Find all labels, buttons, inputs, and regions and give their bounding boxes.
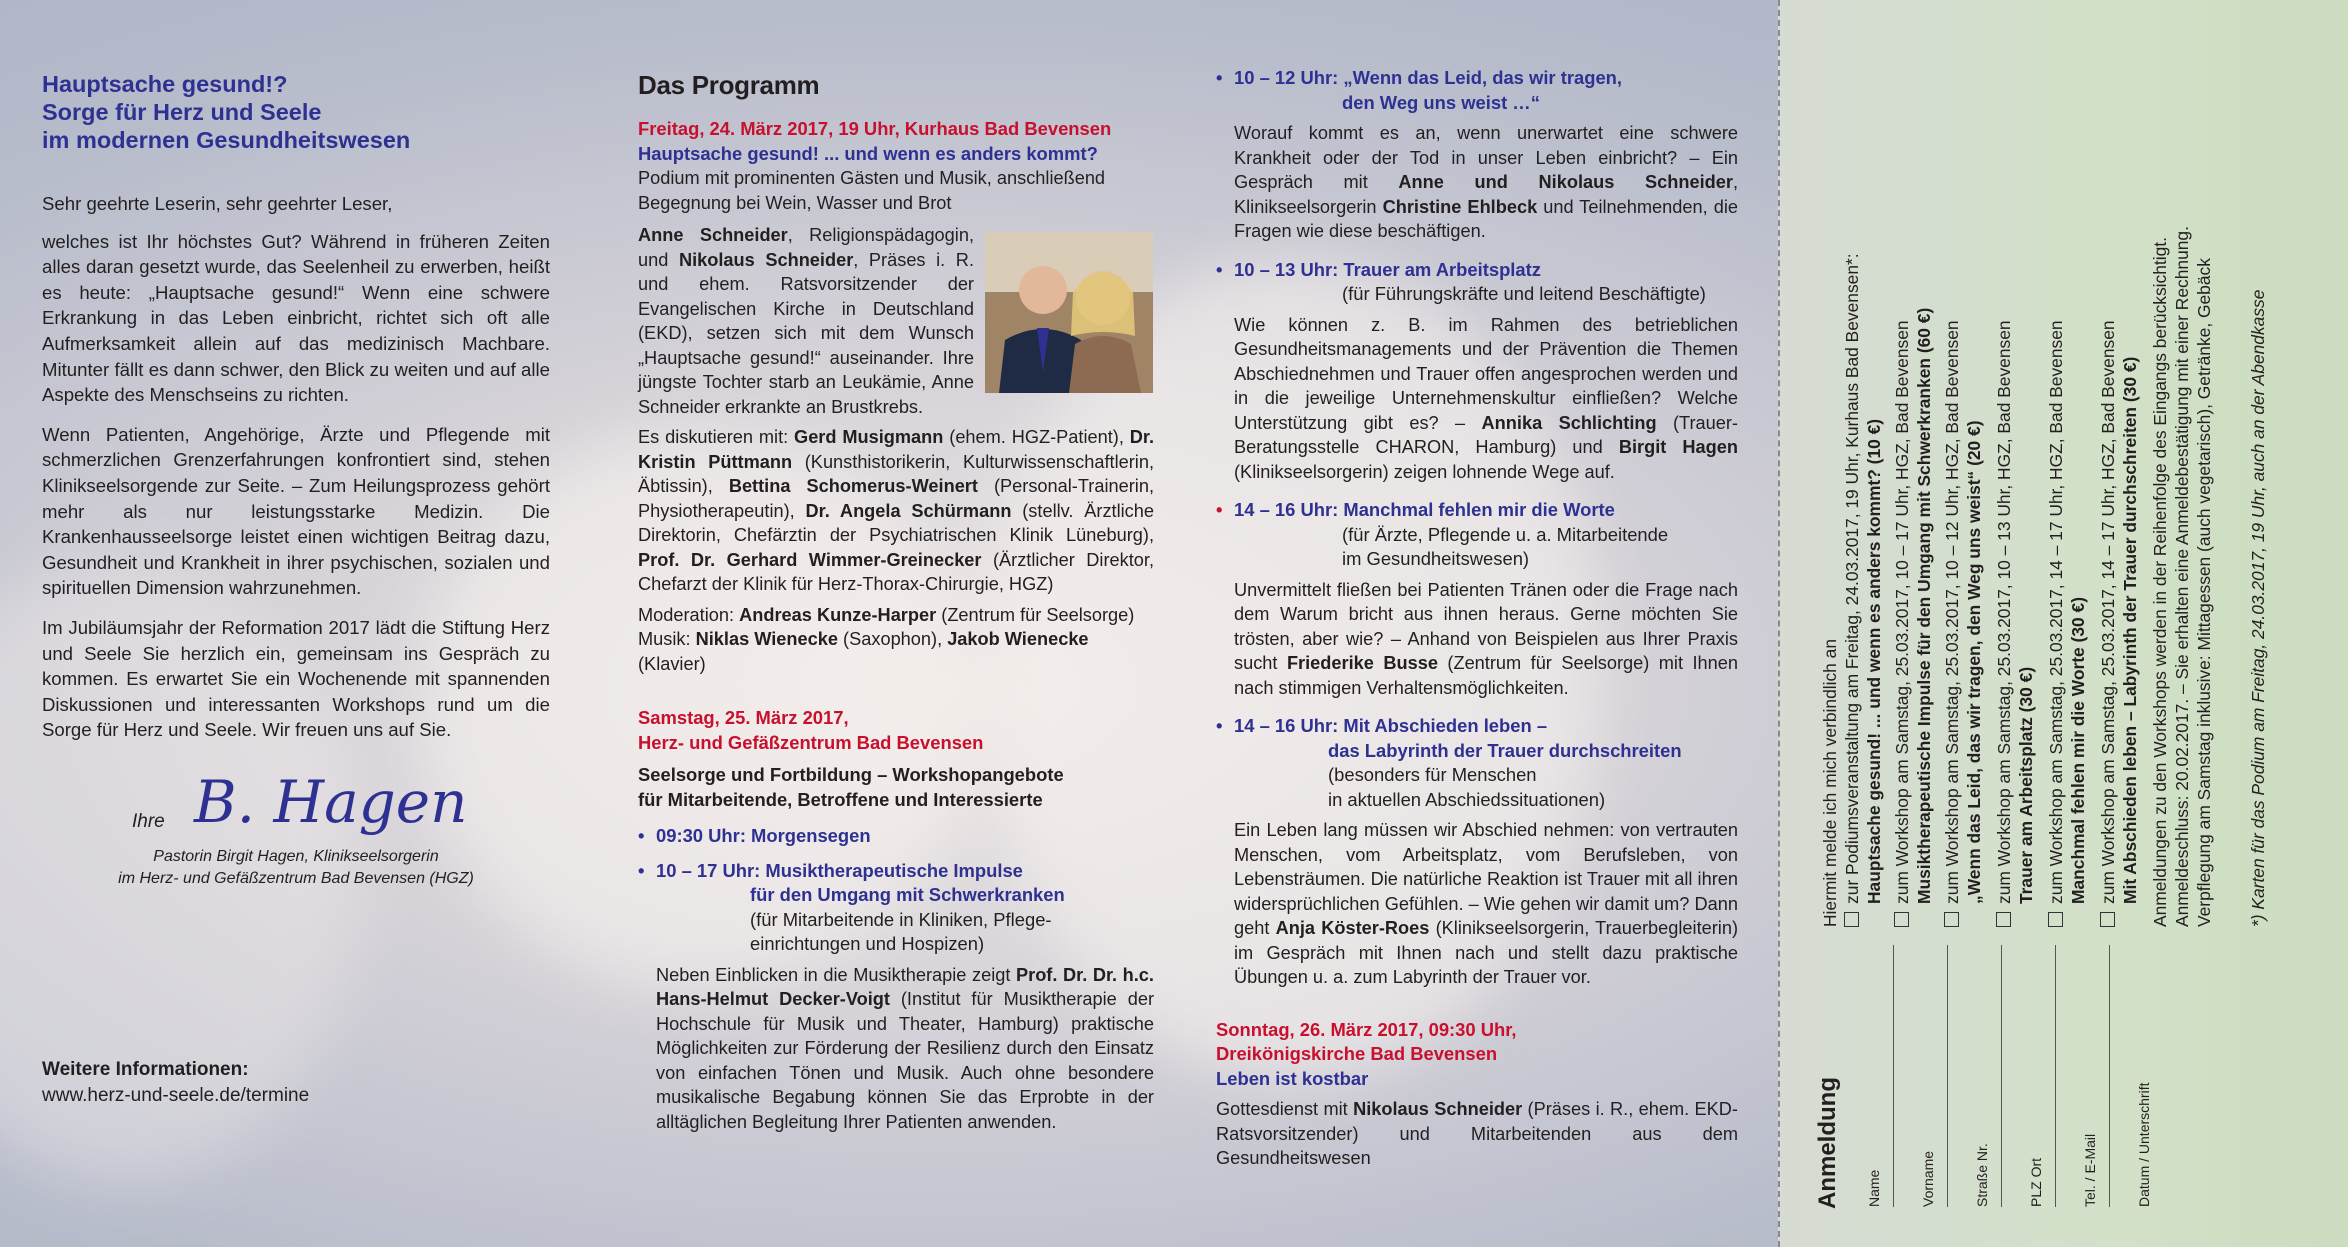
more-info-label: Weitere Informationen: xyxy=(42,1059,249,1080)
registration-title: Anmeldung xyxy=(1814,1077,1841,1209)
friday-hosts: Anne Schneider, Religionspädagogin, und Nikolaus Schneider, Präses i. R. und ehem. Ratsvorsitzender der Evangelischen Kirche in Deutschland (EKD), setzen sich mit dem Wunsch „Hauptsache gesund!“ auseinander. Ihre jüngste Tochter starb an Leukämie, Anne Schneider erkrankte an Brustkrebs. xyxy=(638,225,974,417)
signer-line-1: Pastorin Birgit Hagen, Klinikseelsorgerin xyxy=(153,848,439,865)
intro-paragraph-3: Im Jubiläumsjahr der Reformation 2017 lädt die Stiftung Herz und Seele Sie herzlich ein, gemeinsam ins Gespräch zu kommen. Es erwartet Sie ein Wochenende mit spannenden Diskussionen und interessanten Workshops rund um die Sorge für Herz und Seele. Wir freuen uns auf Sie. xyxy=(42,616,550,741)
checkbox-workshop-2[interactable] xyxy=(1944,912,1959,927)
program-column xyxy=(638,70,1154,1134)
field-contact-line[interactable] xyxy=(2109,945,2110,1207)
field-city-label: PLZ Ort xyxy=(2028,1157,2044,1207)
field-name-line[interactable] xyxy=(1893,945,1894,1207)
workshop2-title-2: den Weg uns weist …“ xyxy=(1342,91,1540,113)
workshop5-title-1: • 14 – 16 Uhr: Mit Abschieden leben – xyxy=(1216,714,1738,739)
checkbox-podium[interactable] xyxy=(1844,912,1859,927)
intro-column xyxy=(42,70,550,743)
field-signature-label: Datum / Unterschrift xyxy=(2136,1082,2152,1207)
intro-title-3: im modernen Gesundheitswesen xyxy=(42,127,411,153)
signature-name: B. Hagen xyxy=(194,770,468,836)
field-contact-label: Tel. / E-Mail xyxy=(2082,1133,2098,1207)
intro-title-2: Sorge für Herz und Seele xyxy=(42,99,322,125)
signer-line-2: im Herz- und Gefäßzentrum Bad Bevensen (HGZ) xyxy=(118,870,474,887)
intro-paragraph-1: welches ist Ihr höchstes Gut? Während in früheren Zeiten alles daran gesetzt wurde, das Seelenheil zu erwerben, heißt es heute: „Hauptsache gesund!“ Wenn eine schwere Erkrankung in das Leben einbricht, richtet sich oft alle Aufmerksamkeit allein auf das medizinisch Machbare. Mitunter fällt es dann schwer, den Blick zu weiten und auf alle Aspekte des Menschseins zu richten. xyxy=(42,230,550,406)
signature-image xyxy=(184,770,484,842)
note-2: Anmeldeschluss: 20.02.2017. – Sie erhalten eine Anmeldebestätigung mit einer Rechnung. xyxy=(2172,226,2192,927)
option-workshop-5-title: Mit Abschieden leben – Labyrinth der Trauer durchschreiten (30 €) xyxy=(2120,356,2140,904)
option-workshop-5[interactable]: zum Workshop am Samstag, 25.03.2017, 14 – 17 Uhr, HGZ, Bad Bevensen xyxy=(2098,320,2120,927)
sunday-date: Sonntag, 26. März 2017, 09:30 Uhr, xyxy=(1216,1018,1517,1040)
intro-title-1: Hauptsache gesund!? xyxy=(42,71,288,97)
sunday-text: Gottesdienst mit Nikolaus Schneider (Präses i. R., ehem. EKD-Ratsvorsitzender) und Mitarbeitenden aus dem Gesundheitswesen xyxy=(1216,1099,1738,1168)
friday-title: Hauptsache gesund! ... und wenn es anders kommt? xyxy=(638,142,1098,164)
cut-line xyxy=(1778,0,1780,1247)
workshop5-text: Ein Leben lang müssen wir Abschied nehmen: von vertrauten Menschen, vom Arbeitsplatz, vom Berufsleben, von Lebensträumen. Die natürliche Reaktion ist Trauer mit all ihren widersprüchlichen Gefühlen. – Wie gehen wir damit um? Dann geht Anja Köster-Roes (Klinikseelsorgerin, Trauerbegleiterin) im Gespräch mit Ihnen nach und stellt dazu praktische Übungen u. a. zum Labyrinth der Trauer vor. xyxy=(1234,820,1739,987)
option-workshop-2-title: „Wenn das Leid, das wir tragen, den Weg uns weist“ (20 €) xyxy=(1964,420,1984,904)
option-workshop-2[interactable]: zum Workshop am Samstag, 25.03.2017, 10 – 12 Uhr, HGZ, Bad Bevensen xyxy=(1942,320,1964,927)
program-column-2 xyxy=(1216,66,1738,1171)
option-workshop-1[interactable]: zum Workshop am Samstag, 25.03.2017, 10 – 17 Uhr, HGZ, Bad Bevensen xyxy=(1892,320,1914,927)
speakers-photo xyxy=(985,232,1153,393)
workshop1-text: Neben Einblicken in die Musiktherapie zeigt Prof. Dr. Dr. h.c. Hans-Helmut Decker-Voigt (Institut für Musiktherapie der Hochschule für Musik und Theater, Hamburg) praktische Möglichkeiten zur Förderung der Resilienz durch den Einsatz von einfachen Tönen und Musik. Auch ohne besondere musikalische Begabung können Sie das Erprobte in der alltäglichen Begleitung Ihrer Patienten anwenden. xyxy=(656,964,1155,1132)
workshop1-audience-1: (für Mitarbeitende in Kliniken, Pflege- xyxy=(750,908,1052,930)
field-vorname-line[interactable] xyxy=(1947,945,1948,1207)
friday-moderation: Moderation: Andreas Kunze-Harper (Zentrum für Seelsorge) xyxy=(638,604,1135,625)
workshop2-text: Worauf kommt es an, wenn unerwartet eine schwere Krankheit oder der Tod in unser Leben einbricht? – Ein Gespräch mit Anne und Nikolaus Schneider, Klinikseelsorgerin Christine Ehlbeck und Teilnehmenden, die Fragen wie diese beschäftigen. xyxy=(1234,123,1739,241)
option-workshop-1-title: Musiktherapeutische Impulse für den Umgang mit Schwerkranken (60 €) xyxy=(1914,307,1934,904)
field-vorname-label: Vorname xyxy=(1920,1150,1936,1207)
workshop3-audience: (für Führungskräfte und leitend Beschäftigte) xyxy=(1342,283,1706,304)
workshop1-audience-2: einrichtungen und Hospizen) xyxy=(750,933,985,954)
checkbox-workshop-3[interactable] xyxy=(1996,912,2011,927)
workshop4-text: Unvermittelt fließen bei Patienten Tränen oder die Frage nach dem Warum bricht aus ihnen heraus. Gerne möchten Sie trösten, aber wie? – Anhand von Beispielen aus Ihrer Praxis sucht Friederike Busse (Zentrum für Seelsorge) mit Ihnen nach stimmigen Verhaltensmöglichkeiten. xyxy=(1234,579,1738,698)
morning-blessing: • 09:30 Uhr: Morgensegen xyxy=(638,824,1154,849)
registration-form xyxy=(1800,0,2348,1247)
note-3: Verpflegung am Samstag inklusive: Mittagessen (auch vegetarisch), Getränke, Gebäck xyxy=(2194,258,2214,927)
field-city-line[interactable] xyxy=(2055,945,2056,1207)
workshop5-audience-2: in aktuellen Abschiedssituationen) xyxy=(1328,788,1606,810)
workshop2-title-1: • 10 – 12 Uhr: „Wenn das Leid, das wir tragen, xyxy=(1216,66,1738,91)
friday-discussants: Es diskutieren mit: Gerd Musigmann (ehem. HGZ-Patient), Dr. Kristin Püttmann (Kunsthistorikerin, Kulturwissenschaftlerin, Äbtissin), Bettina Schomerus-Weinert (Personal-Trainerin, Physiotherapeutin), Dr. Angela Schürmann (stellv. Ärztliche Direktorin, Chefärztin der Psychiatrischen Klinik Lüneburg), Prof. Dr. Gerhard Wimmer-Greinecker (Ärztlicher Direktor, Chefarzt der Klinik für Herz-Thorax-Chirurgie, HGZ) xyxy=(638,427,1155,594)
intro-paragraph-2: Wenn Patienten, Angehörige, Ärzte und Pflegende mit schmerzlichen Grenzerfahrungen konfrontiert sind, stehen Klinikseelsorgende zur Seite. – Zum Heilungsprozess gehört mehr als nur leistungsstarke Medizin. Die Krankenhausseelsorge leistet einen wichtigen Beitrag dazu, Gesundheit und Krankheit in ihrer psychischen, sozialen und spirituellen Dimension wahrzunehmen. xyxy=(42,423,550,599)
workshop5-title-2: das Labyrinth der Trauer durchschreiten xyxy=(1328,739,1682,761)
option-workshop-4[interactable]: zum Workshop am Samstag, 25.03.2017, 14 – 17 Uhr, HGZ, Bad Bevensen xyxy=(2046,320,2068,927)
field-street-line[interactable] xyxy=(2001,945,2002,1207)
footnote: *) Karten für das Podium am Freitag, 24.03.2017, 19 Uhr, auch an der Abendkasse xyxy=(2248,289,2268,927)
workshop4-title: • 14 – 16 Uhr: Manchmal fehlen mir die Worte xyxy=(1216,498,1738,523)
option-workshop-3-title: Trauer am Arbeitsplatz (30 €) xyxy=(2016,666,2036,904)
more-info-url[interactable]: www.herz-und-seele.de/termine xyxy=(42,1085,310,1106)
saturday-date: Samstag, 25. März 2017, xyxy=(638,707,849,728)
workshop5-audience-1: (besonders für Menschen xyxy=(1328,764,1537,785)
option-workshop-4-title: Manchmal fehlen mir die Worte (30 €) xyxy=(2068,597,2088,904)
option-podium-title: Hauptsache gesund! ... und wenn es anders kommt? (10 €) xyxy=(1864,418,1884,904)
workshop1-title-1: • 10 – 17 Uhr: Musiktherapeutische Impulse xyxy=(638,859,1154,884)
workshop4-audience-1: (für Ärzte, Pflegende u. a. Mitarbeitende xyxy=(1342,523,1669,545)
sunday-title: Leben ist kostbar xyxy=(1216,1067,1369,1089)
saturday-place: Herz- und Gefäßzentrum Bad Bevensen xyxy=(638,731,984,753)
workshop3-title: • 10 – 13 Uhr: Trauer am Arbeitsplatz xyxy=(1216,258,1738,283)
workshop3-text: Wie können z. B. im Rahmen des betrieblichen Gesundheitsmanagements und der Prävention die Themen Abschiednehmen und Trauer offen angesprochen werden und in die jeweilige Unternehmenskultur einfließen? Welche Unterstützung gibt es? – Annika Schlichting (Trauer-Beratungsstelle CHARON, Hamburg) und Birgit Hagen (Klinikseelsorgerin) zeigen lohnende Wege auf. xyxy=(1234,314,1738,482)
signature-block xyxy=(42,770,550,900)
option-workshop-3[interactable]: zum Workshop am Samstag, 25.03.2017, 10 – 13 Uhr, HGZ, Bad Bevensen xyxy=(1994,320,2016,927)
checkbox-workshop-5[interactable] xyxy=(2100,912,2115,927)
salutation: Sehr geehrte Leserin, sehr geehrter Leser, xyxy=(42,193,393,214)
option-podium[interactable]: zur Podiumsveranstaltung am Freitag, 24.03.2017, 19 Uhr, Kurhaus Bad Bevensen*: xyxy=(1842,253,1864,927)
workshop4-audience-2: im Gesundheitswesen) xyxy=(1342,548,1530,569)
signature-prefix: Ihre xyxy=(132,811,165,832)
workshop1-title-2: für den Umgang mit Schwerkranken xyxy=(750,884,1065,905)
saturday-sub-2: für Mitarbeitende, Betroffene und Interessierte xyxy=(638,788,1043,810)
checkbox-workshop-4[interactable] xyxy=(2048,912,2063,927)
note-1: Anmeldungen zu den Workshops werden in der Reihenfolge des Eingangs berücksichtigt. xyxy=(2150,237,2170,927)
more-info xyxy=(42,1057,309,1109)
registration-intro: Hiermit melde ich mich verbindlich an xyxy=(1820,638,1840,927)
field-name-label: Name xyxy=(1866,1169,1882,1207)
saturday-sub-1: Seelsorge und Fortbildung – Workshopangebote xyxy=(638,764,1064,785)
friday-music: Musik: Niklas Wienecke (Saxophon), Jakob Wienecke (Klavier) xyxy=(638,629,1089,674)
checkbox-workshop-1[interactable] xyxy=(1894,912,1909,927)
program-heading: Das Programm xyxy=(638,70,820,100)
sunday-place: Dreikönigskirche Bad Bevensen xyxy=(1216,1043,1498,1064)
friday-date: Freitag, 24. März 2017, 19 Uhr, Kurhaus Bad Bevensen xyxy=(638,118,1112,139)
field-street-label: Straße Nr. xyxy=(1974,1143,1990,1207)
friday-desc: Podium mit prominenten Gästen und Musik, anschließend Begegnung bei Wein, Wasser und Brot xyxy=(638,168,1106,213)
